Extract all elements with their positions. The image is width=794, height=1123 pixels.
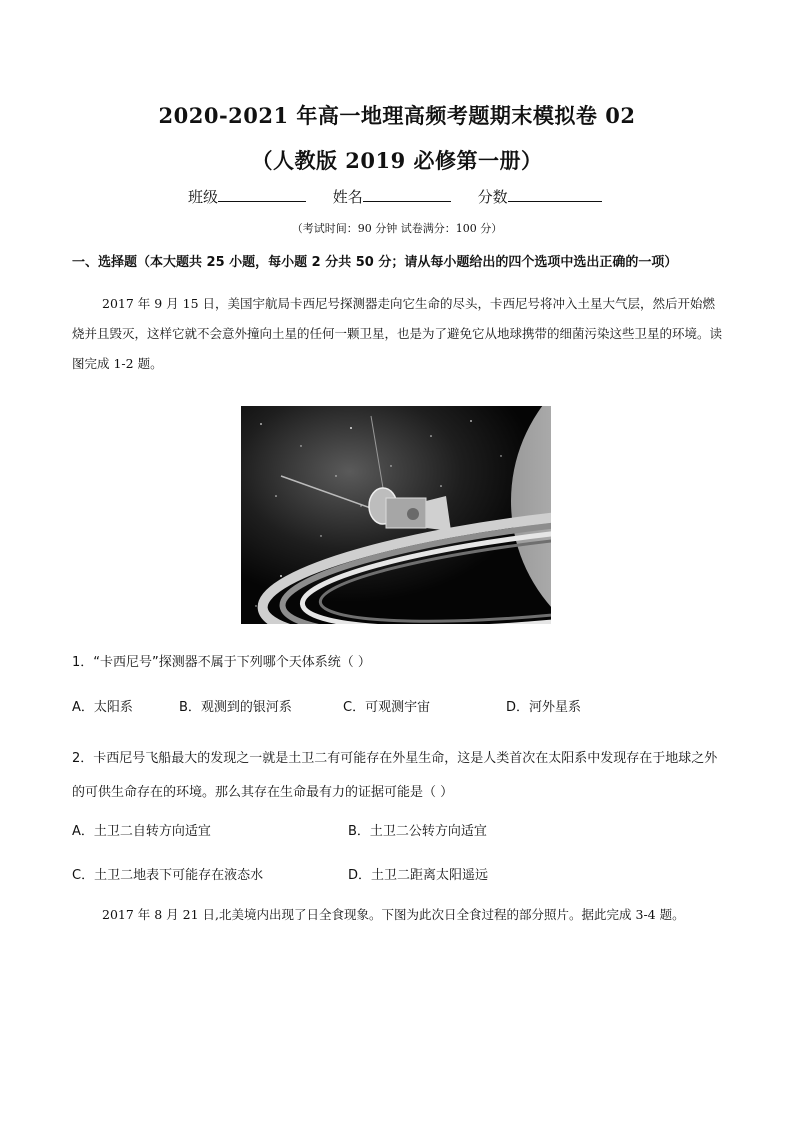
question-2-option-a[interactable]: A．土卫二自转方向适宜 [72, 824, 211, 839]
question-2-stem: 2．卡西尼号飞船最大的发现之一就是土卫二有可能存在外星生命，这是人类首次在太阳系中发现存在于地球之外的可供生命存在的环境。那么其存在生命最有力的证据可能是（ ） [72, 751, 718, 800]
page-title: 2020-2021 年高一地理高频考题期末模拟卷 02 [158, 103, 636, 128]
exam-info: （考试时间：90 分钟 试卷满分：100 分） [291, 222, 503, 235]
question-1-option-a[interactable]: A．太阳系 [72, 700, 133, 715]
question-2-option-d[interactable]: D．土卫二距离太阳遥远 [348, 868, 489, 883]
question-2-option-c[interactable]: C．土卫二地表下可能存在液态水 [72, 868, 264, 883]
question-1-stem: 1．“卡西尼号”探测器不属于下列哪个天体系统（ ） [72, 655, 371, 670]
question-2-option-b[interactable]: B．土卫二公转方向适宜 [348, 824, 487, 839]
page-subtitle: （人教版 2019 必修第一册） [251, 148, 543, 173]
cassini-saturn-figure [241, 406, 551, 624]
question-1-option-b[interactable]: B．观测到的银河系 [179, 700, 292, 715]
name-label: 姓名 [332, 188, 363, 206]
class-blank[interactable] [218, 187, 306, 202]
class-field[interactable] [188, 186, 306, 207]
name-field[interactable] [333, 186, 451, 207]
section-heading: 一、选择题（本大题共 25 小题，每小题 2 分共 50 分；请从每小题给出的四个选项中选出正确的一项） [72, 255, 678, 270]
passage-1: 2017 年 9 月 15 日，美国宇航局卡西尼号探测器走向它生命的尽头，卡西尼号将冲入土星大气层，然后开始燃烧并且毁灭，这样它就不会意外撞向土星的任何一颗卫星，也是为了避免它从地球携带的细菌污染这些卫星的环境。读图完成 1-2 题。 [72, 296, 723, 371]
student-info-fields [188, 186, 624, 207]
question-1-option-c[interactable]: C．可观测宇宙 [343, 700, 431, 715]
cassini-saturn-illustration [241, 406, 551, 624]
score-field[interactable] [478, 186, 602, 207]
class-label: 班级 [188, 188, 219, 206]
question-1-option-d[interactable]: D．河外星系 [506, 700, 582, 715]
score-label: 分数 [477, 188, 508, 206]
passage-2: 2017 年 8 月 21 日,北美境内出现了日全食现象。下图为此次日全食过程的部分照片。据此完成 3-4 题。 [102, 907, 685, 922]
score-blank[interactable] [508, 187, 602, 202]
name-blank[interactable] [363, 187, 451, 202]
